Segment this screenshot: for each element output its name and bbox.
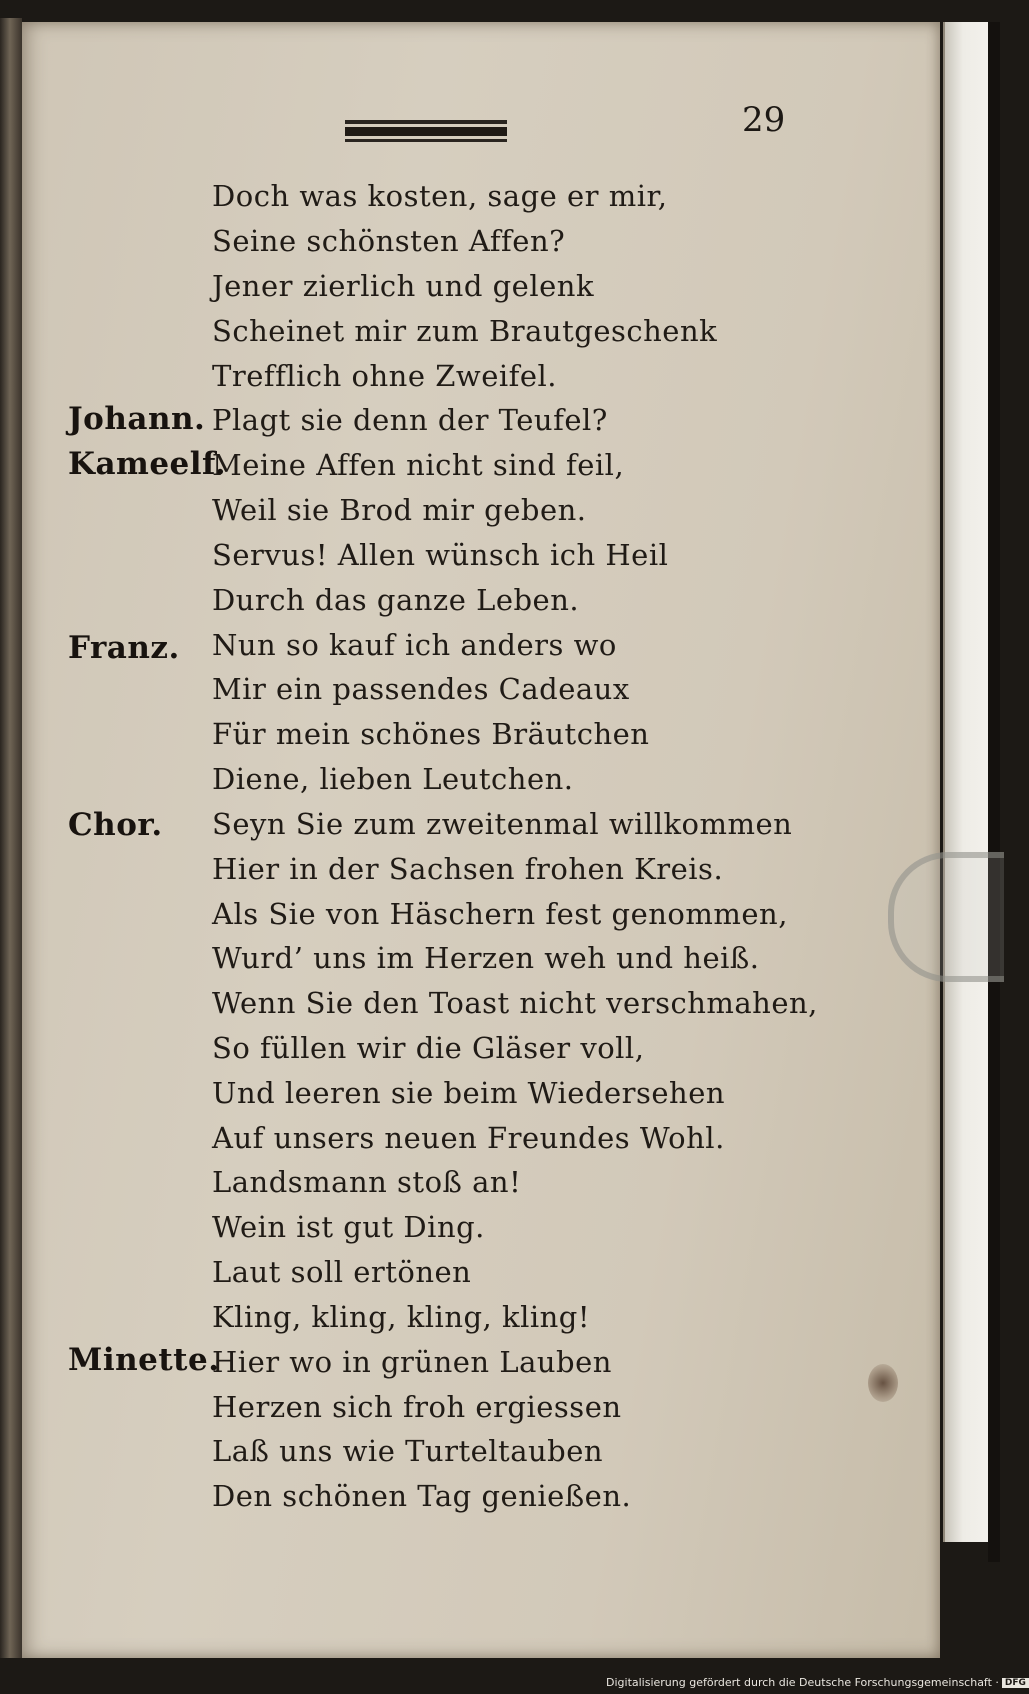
- verse-line: Weil sie Brod mir geben.: [212, 493, 587, 527]
- speaker-minette: Minette.: [68, 1342, 220, 1378]
- speaker-chor: Chor.: [68, 807, 163, 843]
- verse-line: Seine schönsten Affen?: [212, 224, 566, 258]
- verse-line: Laut soll ertönen: [212, 1255, 472, 1289]
- verse-line: Scheinet mir zum Brautgeschenk: [212, 314, 718, 348]
- verse-line: Plagt sie denn der Teufel?: [212, 403, 608, 437]
- verse-line: Wein ist gut Ding.: [212, 1210, 485, 1244]
- verse-line: Herzen sich froh ergiessen: [212, 1390, 622, 1424]
- verse-line: Auf unsers neuen Freundes Wohl.: [212, 1121, 725, 1155]
- verse-line: Diene, lieben Leutchen.: [212, 762, 574, 796]
- verse-line: Durch das ganze Leben.: [212, 583, 580, 617]
- verse-line: Trefflich ohne Zweifel.: [212, 359, 558, 393]
- page-number: 29: [742, 100, 786, 140]
- verse-line: Servus! Allen wünsch ich Heil: [212, 538, 669, 572]
- verse-line: Laß uns wie Turteltauben: [212, 1434, 604, 1468]
- verse-line: Und leeren sie beim Wiedersehen: [212, 1076, 726, 1110]
- footer-text: Digitalisierung gefördert durch die Deutsche Forschungsgemeinschaft ·: [606, 1676, 999, 1689]
- verse-line: Für mein schönes Bräutchen: [212, 717, 650, 751]
- digitization-credit: [606, 1676, 1029, 1689]
- verse-line: Landsmann stoß an!: [212, 1165, 522, 1199]
- speaker-franz: Franz.: [68, 630, 180, 666]
- verse-line: Nun so kauf ich anders wo: [212, 628, 617, 662]
- verse-line: Den schönen Tag genießen.: [212, 1479, 632, 1513]
- verse-line: Hier wo in grünen Lauben: [212, 1345, 612, 1379]
- speaker-johann: Johann.: [68, 401, 206, 437]
- verse-line: Als Sie von Häschern fest genommen,: [212, 897, 788, 931]
- verse-line: Kling, kling, kling, kling!: [212, 1300, 591, 1334]
- dfg-logo: DFG: [1002, 1678, 1029, 1688]
- verse-line: Doch was kosten, sage er mir,: [212, 179, 668, 213]
- verse-line: Seyn Sie zum zweitenmal willkommen: [212, 807, 793, 841]
- verse-line: Hier in der Sachsen frohen Kreis.: [212, 852, 724, 886]
- verse-line: Mir ein passendes Cadeaux: [212, 672, 630, 706]
- speaker-kameelf: Kameelf.: [68, 446, 227, 482]
- verse-line: So füllen wir die Gläser voll,: [212, 1031, 645, 1065]
- verse-line: Meine Affen nicht sind feil,: [212, 448, 625, 482]
- verse-line: Wenn Sie den Toast nicht verschmahen,: [212, 986, 818, 1020]
- verse-line: Jener zierlich und gelenk: [212, 269, 595, 303]
- verse-line: Wurd’ uns im Herzen weh und heiß.: [212, 941, 760, 975]
